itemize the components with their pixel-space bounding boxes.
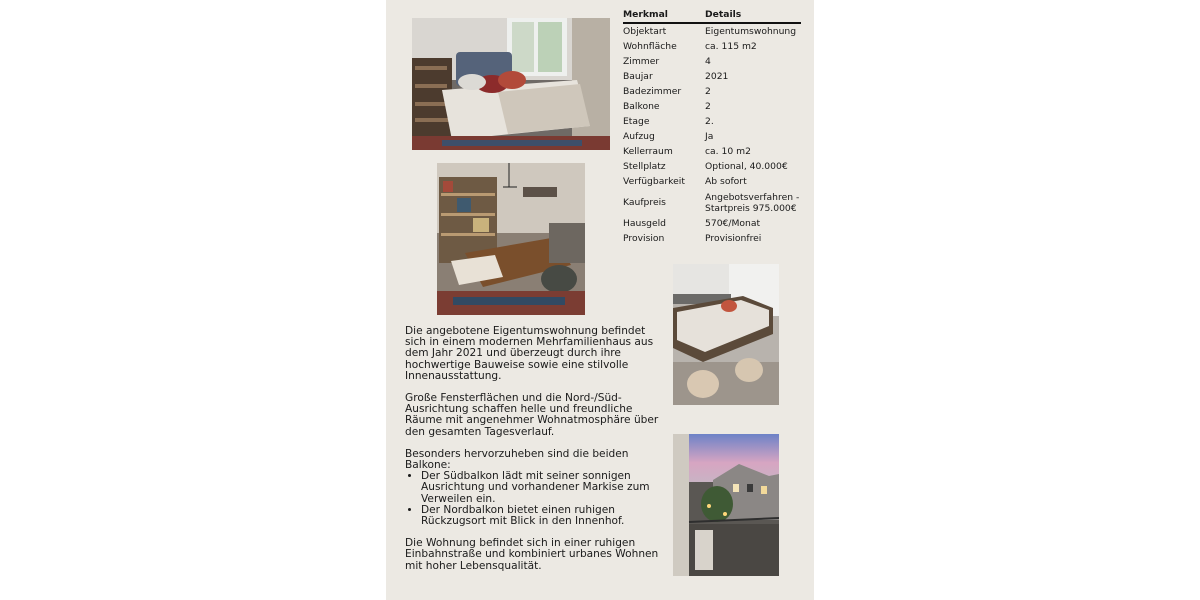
table-row — [623, 84, 801, 99]
table-row — [623, 174, 801, 189]
table-row — [623, 189, 801, 216]
row-label: Stellplatz — [623, 161, 666, 172]
row-label: Balkone — [623, 101, 660, 112]
row-value: 570€/Monat — [705, 218, 761, 229]
row-value: 2021 — [705, 71, 729, 82]
row-label: Badezimmer — [623, 86, 682, 97]
row-value: Eigentumswohnung — [705, 26, 797, 37]
row-value: 2. — [705, 116, 714, 127]
description-paragraph: Die angebotene Eigentumswohnung befindet sich in einem modernen Mehrfamilienhaus aus dem Jahr 2021 und überzeugt durch ihre hochwertige Bauweise sowie eine stilvolle Innenausstattung. — [405, 325, 654, 382]
table-row — [623, 99, 801, 114]
row-label: Wohnfläche — [623, 41, 677, 52]
expose-page — [386, 0, 814, 600]
table-row — [623, 231, 801, 246]
row-value: 4 — [705, 56, 711, 67]
row-value: Ab sofort — [705, 176, 747, 187]
balcony-courtyard-photo — [673, 434, 779, 576]
row-label: Provision — [623, 233, 665, 244]
row-label: Verfügbarkeit — [623, 176, 685, 187]
balcony-intro: Besonders hervorzuheben sind die beiden Balkone: — [405, 447, 629, 472]
row-value: Provisionfrei — [705, 233, 762, 244]
row-label: Kellerraum — [623, 146, 673, 157]
row-label: Kaufpreis — [623, 197, 666, 208]
table-row — [623, 144, 801, 159]
bedroom-photo — [412, 18, 610, 150]
row-value: Ja — [705, 131, 714, 142]
table-row — [623, 39, 801, 54]
balcony-lounge-photo — [673, 264, 779, 405]
header-merkmal: Merkmal — [623, 9, 668, 20]
description-paragraph: Die Wohnung befindet sich in einer ruhigen Einbahnstraße und kombiniert urbanes Wohnen mit hoher Lebensqualität. — [405, 537, 659, 572]
table-row — [623, 159, 801, 174]
dining-room-photo — [437, 163, 585, 315]
description-paragraph: Große Fensterflächen und die Nord-/Süd-Ausrichtung schaffen helle und freundliche Räume mit angenehmer Wohnatmosphäre über den gesamten Tagesverlauf. — [405, 392, 659, 438]
row-label: Hausgeld — [623, 218, 667, 229]
row-value: ca. 115 m2 — [705, 41, 757, 52]
list-item: • Der Nordbalkon bietet einen ruhigen Rückzugsort mit Blick in den Innenhof. — [421, 505, 661, 527]
row-label: Zimmer — [623, 56, 660, 67]
table-row — [623, 69, 801, 84]
features-table — [623, 9, 801, 246]
list-item: • Der Südbalkon lädt mit seiner sonnigen Ausrichtung und vorhandener Markise zum Verweilen ein. — [421, 471, 661, 505]
row-label: Etage — [623, 116, 650, 127]
table-row — [623, 216, 801, 231]
row-label: Aufzug — [623, 131, 655, 142]
balcony-list — [405, 471, 661, 527]
table-row — [623, 54, 801, 69]
row-value: 2 — [705, 101, 711, 112]
row-value: Optional, 40.000€ — [705, 161, 788, 172]
table-header — [623, 9, 801, 24]
row-value: ca. 10 m2 — [705, 146, 751, 157]
row-label: Baujar — [623, 71, 653, 82]
table-row — [623, 24, 801, 39]
header-details: Details — [705, 9, 742, 20]
row-value: Angebotsverfahren - Startpreis 975.000€ — [705, 191, 800, 214]
description — [405, 326, 661, 583]
row-label: Objektart — [623, 26, 667, 37]
row-value: 2 — [705, 86, 711, 97]
table-row — [623, 129, 801, 144]
table-row — [623, 114, 801, 129]
